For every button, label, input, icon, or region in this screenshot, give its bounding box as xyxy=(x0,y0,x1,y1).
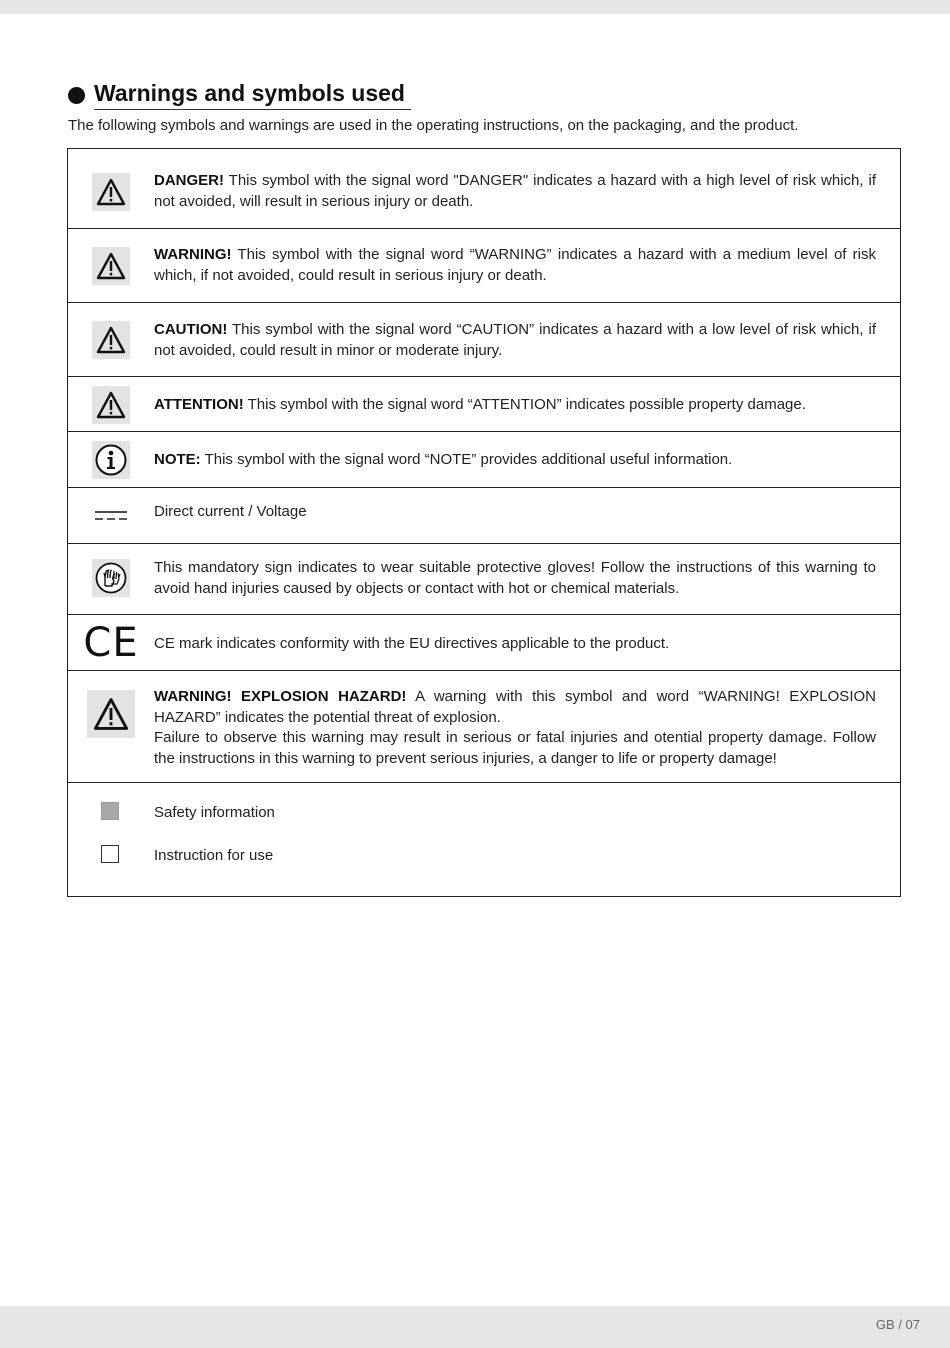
description: This symbol with the signal word "DANGER" indicates a hazard with a high level of risk which, if not avoided, will result in serious injury or death. xyxy=(154,172,876,210)
top-band xyxy=(0,0,950,14)
bottom-band xyxy=(0,1306,950,1348)
direct-current-icon xyxy=(90,495,132,537)
description: This symbol with the signal word “WARNING” indicates a hazard with a medium level of risk which, if not avoided, could result in serious injury or death. xyxy=(154,246,876,284)
signal-word: ATTENTION! xyxy=(154,396,244,413)
warning-triangle-icon xyxy=(87,690,135,738)
row-text xyxy=(154,320,876,361)
signal-word: WARNING! EXPLOSION HAZARD! xyxy=(154,688,407,705)
ce-mark-icon xyxy=(84,622,138,664)
warning-triangle-icon xyxy=(92,173,130,211)
filled-square-icon xyxy=(101,802,119,820)
row-text xyxy=(154,687,876,769)
info-icon xyxy=(92,441,130,479)
table-row-caution xyxy=(68,303,900,377)
row-text: CE mark indicates conformity with the EU directives applicable to the product. xyxy=(154,635,670,652)
signal-word: CAUTION! xyxy=(154,321,228,338)
legend-label-safety: Safety information xyxy=(154,804,275,821)
intro-text: The following symbols and warnings are used in the operating instructions, on the packaging, and the product. xyxy=(68,117,799,134)
legend-label-instruction: Instruction for use xyxy=(154,847,274,864)
table-row-warning xyxy=(68,229,900,303)
description: This symbol with the signal word “NOTE” provides additional useful information. xyxy=(200,451,733,468)
description: This symbol with the signal word “ATTENTION” indicates possible property damage. xyxy=(243,396,806,413)
table-row-direct-current xyxy=(68,488,900,544)
gloves-icon xyxy=(92,559,130,597)
table-row-gloves xyxy=(68,544,900,615)
signal-word: NOTE: xyxy=(154,451,201,468)
table-row-note xyxy=(68,432,900,488)
table-row-explosion xyxy=(68,671,900,783)
table-row-legend xyxy=(68,783,900,897)
description: This symbol with the signal word “CAUTION” indicates a hazard with a low level of risk which, if not avoided, could result in minor or moderate injury. xyxy=(154,321,876,359)
row-text xyxy=(154,395,876,416)
symbols-table xyxy=(67,148,901,897)
row-text: Direct current / Voltage xyxy=(154,503,307,520)
warning-triangle-icon xyxy=(92,247,130,285)
table-row-ce-mark xyxy=(68,615,900,671)
signal-word: DANGER! xyxy=(154,172,224,189)
section-heading xyxy=(68,80,411,110)
warning-triangle-icon xyxy=(92,321,130,359)
description: A warning with this symbol and word “WARNING! EXPLOSION HAZARD” indicates the potential threat of explosion. xyxy=(154,688,876,726)
bullet-icon xyxy=(68,87,85,104)
row-text xyxy=(154,450,876,471)
empty-square-icon xyxy=(101,845,119,863)
signal-word: WARNING! xyxy=(154,246,232,263)
table-row-attention xyxy=(68,377,900,432)
table-row-danger xyxy=(68,149,900,229)
warning-triangle-icon xyxy=(92,386,130,424)
row-text: This mandatory sign indicates to wear suitable protective gloves! Follow the instructions of this warning to avoid hand injuries caused by objects or contact with hot or chemical materials. xyxy=(154,559,876,597)
description-continued: Failure to observe this warning may result in serious or fatal injuries and otential property damage. Follow the instructions in this warning to prevent serious injuries, a danger to life or property damage! xyxy=(154,729,876,767)
page-title: Warnings and symbols used xyxy=(94,80,411,110)
row-text xyxy=(154,245,876,286)
ce-mark-text: CE xyxy=(83,620,139,666)
page-number: GB / 07 xyxy=(875,1317,920,1332)
row-text xyxy=(154,171,876,212)
